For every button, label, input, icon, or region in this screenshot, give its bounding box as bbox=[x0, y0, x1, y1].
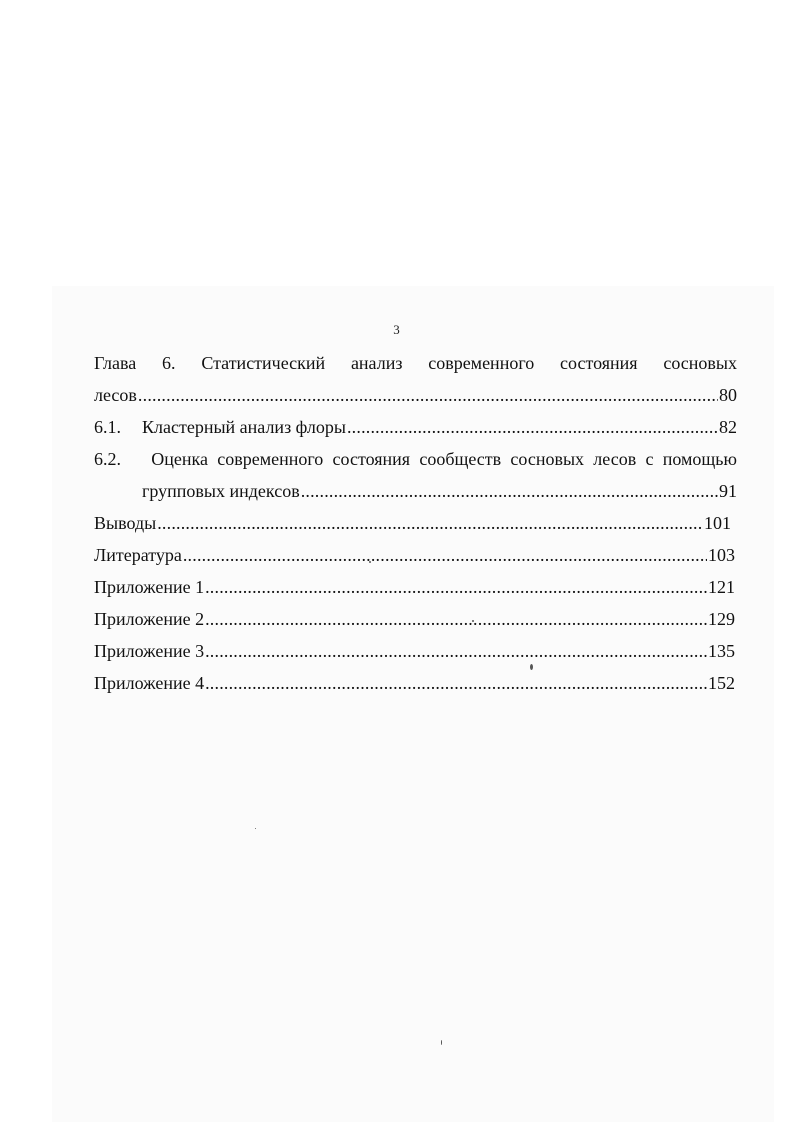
toc-entry-conclusions bbox=[94, 507, 731, 539]
toc-entry-appendix-2 bbox=[94, 603, 735, 635]
scan-speck bbox=[369, 561, 371, 563]
heading-word: состояния bbox=[560, 353, 638, 373]
toc-entry-appendix-3 bbox=[94, 635, 735, 667]
toc-entry-page: 91 bbox=[719, 481, 737, 501]
toc-entry-page: 80 bbox=[719, 385, 737, 405]
dot-leader bbox=[183, 539, 707, 571]
title-word: лесов bbox=[593, 449, 637, 469]
dot-leader bbox=[205, 667, 707, 699]
toc-entry-page: 129 bbox=[708, 609, 735, 629]
toc-entry-title: Кластерный анализ флоры bbox=[142, 417, 346, 437]
toc-entry-6-2-first-line bbox=[94, 443, 737, 475]
title-word: сообществ bbox=[419, 449, 502, 469]
toc-entry-page: 152 bbox=[708, 673, 735, 693]
dot-leader bbox=[138, 379, 718, 411]
table-of-contents bbox=[94, 347, 737, 699]
section-number: 6.1. bbox=[94, 417, 121, 437]
title-word: сосновых bbox=[510, 449, 585, 469]
dot-leader bbox=[205, 571, 707, 603]
toc-entry-title: Приложение 2 bbox=[94, 609, 205, 629]
heading-word: Глава bbox=[94, 353, 137, 373]
dot-leader bbox=[205, 635, 707, 667]
dot-leader bbox=[205, 603, 707, 635]
page-number: 3 bbox=[393, 322, 400, 337]
dot-leader bbox=[347, 411, 718, 443]
heading-word: 6. bbox=[162, 353, 176, 373]
title-word: с bbox=[645, 449, 654, 469]
scan-speck bbox=[441, 1040, 442, 1045]
scan-speck bbox=[255, 828, 256, 829]
title-word: Оценка bbox=[151, 449, 208, 469]
toc-entry-title: Приложение 3 bbox=[94, 641, 205, 661]
toc-entry-title: лесов bbox=[94, 385, 137, 405]
toc-entry-page: 82 bbox=[719, 417, 737, 437]
title-word: состояния bbox=[332, 449, 411, 469]
heading-word: анализ bbox=[350, 353, 403, 373]
toc-entry-page: 101 bbox=[704, 513, 731, 533]
toc-entry-appendix-4 bbox=[94, 667, 735, 699]
toc-entry-6-2 bbox=[94, 475, 737, 507]
scan-speck bbox=[530, 664, 533, 670]
toc-entry-page: 103 bbox=[708, 545, 735, 565]
toc-entry-title: Выводы bbox=[94, 513, 157, 533]
toc-chapter-6-heading bbox=[94, 347, 737, 379]
heading-word: Статистический bbox=[201, 353, 326, 373]
dot-leader bbox=[301, 475, 718, 507]
toc-entry-appendix-1 bbox=[94, 571, 735, 603]
toc-entry-title: Приложение 1 bbox=[94, 577, 205, 597]
title-word: современного bbox=[217, 449, 324, 469]
toc-entry-chapter-6 bbox=[94, 379, 737, 411]
toc-entry-page: 135 bbox=[708, 641, 735, 661]
scan-speck bbox=[472, 620, 474, 622]
heading-word: современного bbox=[428, 353, 535, 373]
heading-word: сосновых bbox=[663, 353, 737, 373]
toc-entry-title: Приложение 4 bbox=[94, 673, 205, 693]
dot-leader bbox=[157, 507, 703, 539]
toc-entry-literature bbox=[94, 539, 735, 571]
title-word: помощью bbox=[662, 449, 737, 469]
toc-entry-6-1 bbox=[94, 411, 737, 443]
toc-entry-title: групповых индексов bbox=[142, 481, 300, 501]
toc-entry-title: Литература bbox=[94, 545, 182, 565]
toc-entry-page: 121 bbox=[708, 577, 735, 597]
section-number: 6.2. bbox=[94, 449, 121, 469]
